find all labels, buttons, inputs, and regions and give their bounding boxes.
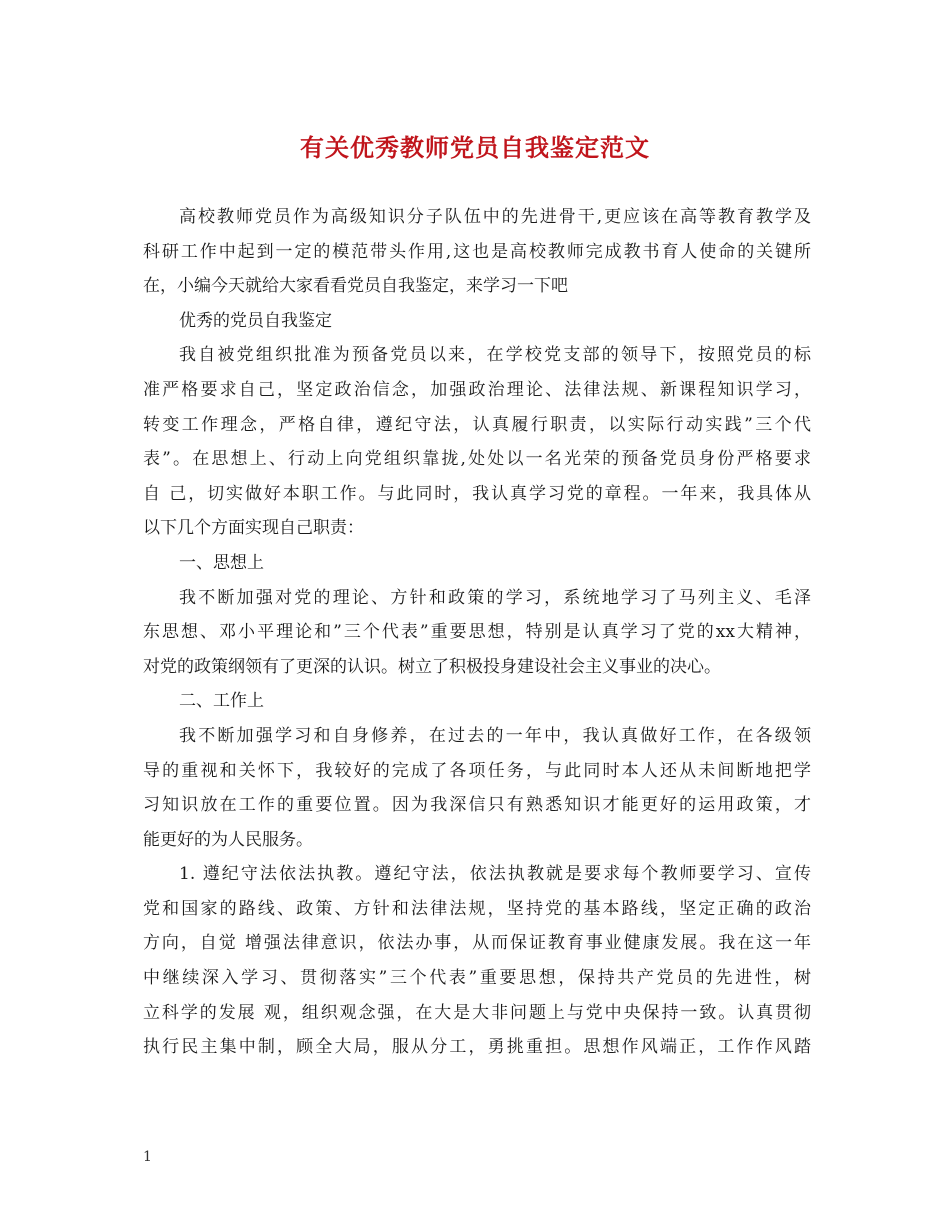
document-body — [143, 200, 811, 1065]
text-line: 自 己，切实做好本职工作。与此同时，我认真学习党的章程。一年来，我具体从 — [143, 483, 811, 504]
text-line: 中继续深入学习、贯彻落实”三个代表”重要思想，保持共产党员的先进性，树 — [143, 968, 811, 989]
text-line: 科研工作中起到一定的模范带头作用,这也是高校教师完成教书育人使命的关键所 — [143, 241, 811, 262]
section-heading: 二、工作上 — [179, 691, 264, 712]
text-line: 我自被党组织批准为预备党员以来，在学校党支部的领导下，按照党员的标 — [179, 345, 811, 366]
text-line: 东思想、邓小平理论和”三个代表”重要思想，特别是认真学习了党的xx大精神， — [143, 622, 811, 643]
text-line: 导的重视和关怀下，我较好的完成了各项任务，与此同时本人还从未间断地把学 — [143, 760, 811, 781]
section-heading: 一、思想上 — [179, 552, 264, 573]
text-line: 我不断加强学习和自身修养，在过去的一年中，我认真做好工作，在各级领 — [179, 725, 811, 746]
text-line: 在，小编今天就给大家看看党员自我鉴定，来学习一下吧 — [143, 276, 568, 297]
text-line: 高校教师党员作为高级知识分子队伍中的先进骨干,更应该在高等教育教学及 — [179, 207, 811, 227]
text-line: 表”。在思想上、行动上向党组织靠拢,处处以一名光荣的预备党员身份严格要求 — [143, 449, 811, 470]
document-title: 有关优秀教师党员自我鉴定范文 — [300, 133, 650, 162]
text-line: 转变工作理念，严格自律，遵纪守法，认真履行职责，以实际行动实践”三个代 — [143, 414, 811, 435]
text-line: 能更好的为人民服务。 — [143, 829, 313, 850]
page-number: 1 — [143, 1149, 152, 1165]
text-line: 我不断加强对党的理论、方针和政策的学习，系统地学习了马列主义、毛泽 — [179, 587, 811, 608]
text-line: 1. 遵纪守法依法执教。遵纪守法，依法执教就是要求每个教师要学习、宣传 — [179, 864, 811, 885]
section-heading: 优秀的党员自我鉴定 — [179, 310, 332, 331]
text-line: 习知识放在工作的重要位置。因为我深信只有熟悉知识才能更好的运用政策，才 — [143, 795, 811, 816]
text-line: 准严格要求自己，坚定政治信念，加强政治理论、法律法规、新课程知识学习， — [143, 379, 811, 400]
text-line: 党和国家的路线、政策、方针和法律法规，坚持党的基本路线，坚定正确的政治 — [143, 898, 811, 919]
text-line: 立科学的发展 观，组织观念强，在大是大非问题上与党中央保持一致。认真贯彻 — [143, 1002, 811, 1023]
text-line: 以下几个方面实现自己职责： — [143, 518, 364, 539]
text-line: 对党的政策纲领有了更深的认识。树立了积极投身建设社会主义事业的决心。 — [143, 656, 721, 677]
text-line: 执行民主集中制，顾全大局，服从分工，勇挑重担。思想作风端正，工作作风踏 — [143, 1037, 811, 1058]
text-line: 方向，自觉 增强法律意识，依法办事，从而保证教育事业健康发展。我在这一年 — [143, 933, 811, 954]
